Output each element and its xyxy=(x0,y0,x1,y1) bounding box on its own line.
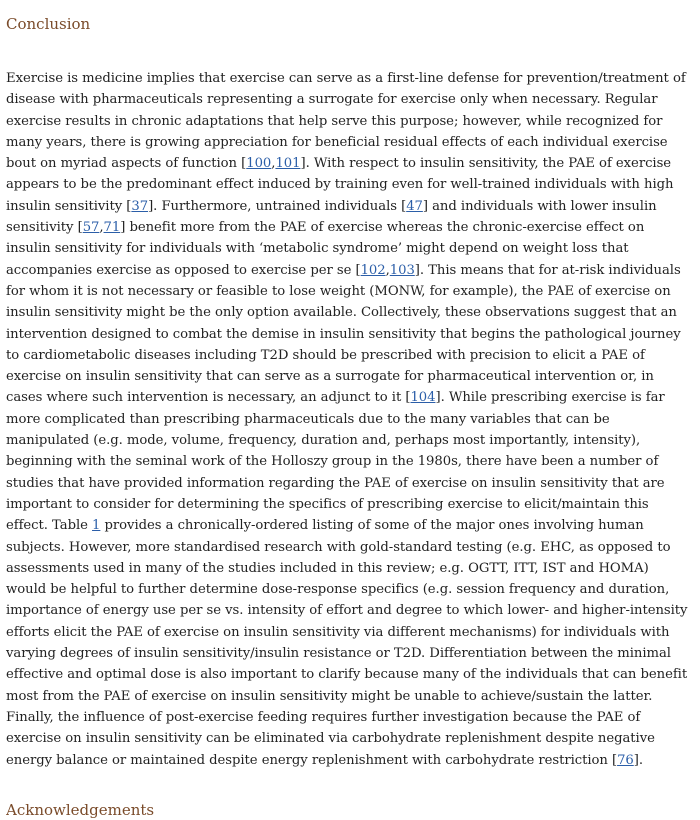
article-section xyxy=(6,0,690,771)
citation-link-103[interactable]: 103 xyxy=(389,262,415,278)
citation-link-47[interactable]: 47 xyxy=(406,198,423,214)
citation-link-101[interactable]: 101 xyxy=(275,156,301,172)
citation-link-104[interactable]: 104 xyxy=(410,390,436,406)
citation-link-37[interactable]: 37 xyxy=(131,198,149,214)
text-segment: provides a chronically-ordered listing of some of the major ones involving human subjects. However, more standardised research with gold-standard testing (e.g. EHC, as opposed to assessments used in many of the studies included in this review; e.g. OGTT, ITT, IST and HOMA) would be helpful to further determine dose-response specifics (e.g. session frequency and duration, importance of energy use per se vs. intensity of effort and degree to which lower- and higher-intensity efforts elicit the PAE of exercise on insulin sensitivity via different mechanisms) for individuals with varying degrees of insulin sensitivity/insulin resistance or T2D. Differentiation between the minimal effective and optimal dose is also important to clarify because many of the individuals that can benefit most from the PAE of exercise on insulin sensitivity might be unable to achieve/sustain the latter. Finally, the influence of post-exercise feeding requires further investigation because the PAE of exercise on insulin sensitivity can be eliminated via carbohydrate replenishment despite negative energy balance or maintained despite energy replenishment with carbohydrate restriction [ xyxy=(6,518,688,768)
citation-link-71[interactable]: 71 xyxy=(103,220,121,236)
text-segment: ]. xyxy=(633,752,643,768)
next-section-heading: Acknowledgements xyxy=(6,801,155,819)
citation-link-57[interactable]: 57 xyxy=(82,220,100,236)
text-segment: , xyxy=(271,156,276,172)
text-segment: ]. While prescribing exercise is far more complicated than prescribing pharmaceuticals due to the many variables that can be manipulated (e.g. mode, volume, frequency, duration and, perhaps most importantly, intensity), beginning with the seminal work of the Holloszy group in the 1980s, there have been a number of studies that have provided information regarding the PAE of exercise on insulin sensitivity that are important to consider for determining the specifics of prescribing exercise to elicit/maintain this effect. Table xyxy=(6,390,665,534)
citation-link-100[interactable]: 100 xyxy=(246,156,272,172)
text-segment: , xyxy=(385,262,390,278)
table-link-1[interactable]: 1 xyxy=(92,518,101,534)
text-segment: ] benefit more from the PAE of exercise whereas the chronic-exercise effect on insulin sensitivity for individuals with ‘metabolic syndrome’ might depend on weight loss that accompanies exercise as opposed to exercise per se [ xyxy=(6,220,645,278)
citation-link-76[interactable]: 76 xyxy=(617,752,634,768)
text-segment: ]. With respect to insulin sensitivity, the PAE of exercise appears to be the predominant effect induced by training even for well-trained individuals with high insulin sensitivity [ xyxy=(6,156,674,214)
text-segment: Exercise is medicine implies that exercise can serve as a first-line defense for prevention/treatment of disease with pharmaceuticals representing a surrogate for exercise only when necessary. Regular exercise results in chronic adaptations that help serve this purpose; however, while recognized for many years, there is growing appreciation for beneficial residual effects of each individual exercise bout on myriad aspects of function [ xyxy=(6,71,686,172)
text-segment: ]. Furthermore, untrained individuals [ xyxy=(148,198,407,214)
text-segment: ]. This means that for at-risk individuals for whom it is not necessary or feasible to lose weight (MONW, for example), the PAE of exercise on insulin sensitivity might be the only option available. Collectively, these observations suggest that an intervention designed to combat the demise in insulin sensitivity that begins the pathological journey to cardiometabolic diseases including T2D should be prescribed with precision to elicit a PAE of exercise on insulin sensitivity that can serve as a surrogate for pharmaceutical intervention or, in cases where such intervention is necessary, an adjunct to it [ xyxy=(6,262,681,406)
section-heading: Conclusion xyxy=(6,15,91,33)
citation-link-102[interactable]: 102 xyxy=(360,262,386,278)
text-segment: , xyxy=(99,220,104,236)
conclusion-paragraph xyxy=(6,68,690,771)
text-segment: ] and individuals with lower insulin sensitivity [ xyxy=(6,198,657,236)
